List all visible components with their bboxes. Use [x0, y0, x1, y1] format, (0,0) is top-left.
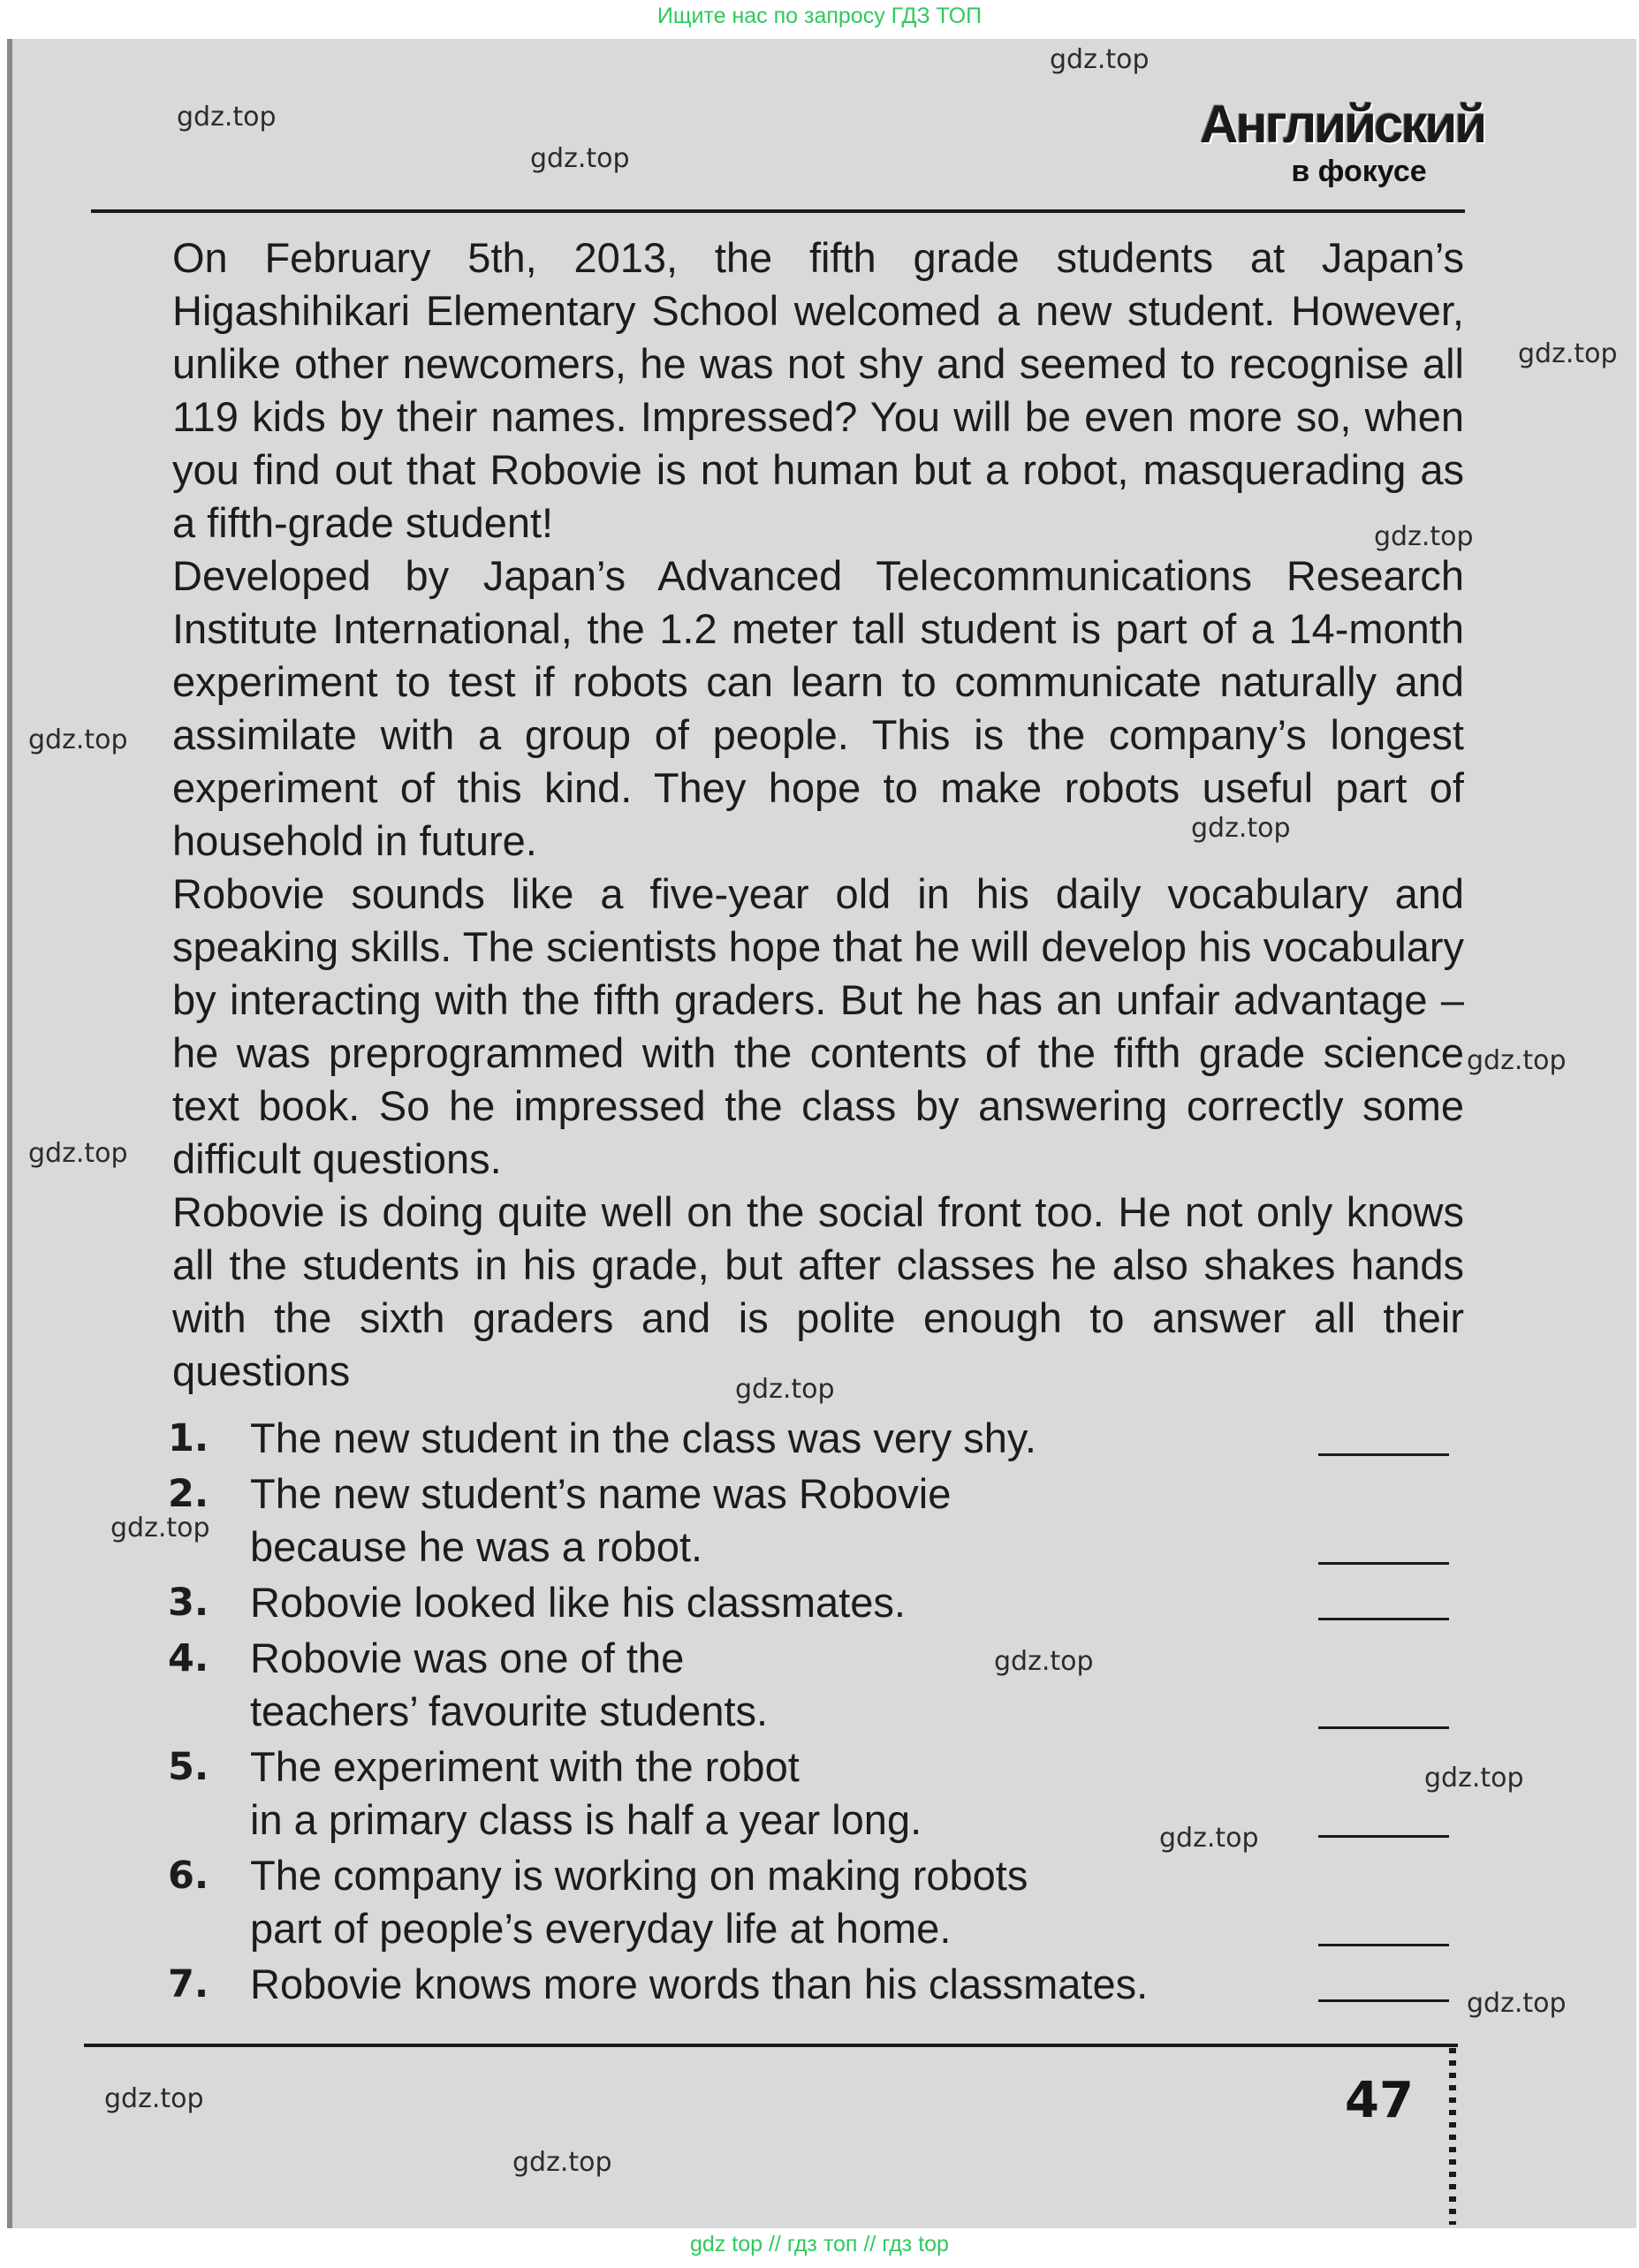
- statement-line: The new student’s name was Robovie: [250, 1470, 952, 1517]
- watermark: gdz.top: [1191, 813, 1291, 844]
- watermark: gdz.top: [530, 143, 630, 174]
- statement-number: 6.: [168, 1854, 209, 1898]
- statement-line: Robovie knows more words than his classmates.: [250, 1961, 1149, 2007]
- answer-blank[interactable]: [1318, 1944, 1449, 1946]
- answer-blank[interactable]: [1318, 1726, 1449, 1729]
- statement-number: 4.: [168, 1636, 209, 1680]
- statement-item: [168, 1468, 1449, 1574]
- watermark: gdz.top: [1050, 44, 1150, 75]
- watermark: gdz.top: [512, 2147, 612, 2178]
- answer-blank[interactable]: [1318, 1999, 1449, 2002]
- page-number: 47: [1345, 2072, 1414, 2129]
- statement-item: [168, 1412, 1449, 1465]
- statement-line: part of people’s everyday life at home.: [250, 1905, 952, 1952]
- statement-number: 2.: [168, 1472, 209, 1516]
- watermark: gdz.top: [735, 1374, 835, 1405]
- watermark: gdz.top: [104, 2083, 204, 2114]
- watermark: gdz.top: [28, 1138, 128, 1169]
- statement-item: [168, 1576, 1449, 1629]
- answer-blank[interactable]: [1318, 1618, 1449, 1620]
- statement-line: Robovie looked like his classmates.: [250, 1579, 906, 1626]
- watermark: gdz.top: [28, 724, 128, 755]
- watermark: gdz.top: [1467, 1045, 1567, 1076]
- paragraph: Robovie is doing quite well on the social front too. He not only knows all the students in his grade, but after classes he also shakes hands with the sixth graders and is polite enough to answer all their questions: [172, 1188, 1464, 1394]
- statement-item: [168, 1849, 1449, 1955]
- statement-line: The company is working on making robots: [250, 1852, 1028, 1899]
- paragraph: On February 5th, 2013, the fifth grade students at Japan’s Higashihikari Elementary School welcomed a new student. However, unlike other newcomers, he was not shy and seemed to recognise all 119 kids by their names. Impressed? You will be even more so, when you find out that Robovie is not human but a robot, masquerading as a fifth-grade student!: [172, 234, 1464, 546]
- statement-number: 5.: [168, 1745, 209, 1789]
- paragraph: Developed by Japan’s Advanced Telecommunications Research Institute International, the 1.2 meter tall student is part of a 14-month experiment to test if robots can learn to communicate naturally and assimilate with a group of people. This is the company’s longest experiment of this kind. They hope to make robots useful part of household in future.: [172, 552, 1464, 864]
- bottom-banner-link[interactable]: gdz top // гдз топ // гдз top: [690, 2232, 949, 2257]
- watermark: gdz.top: [994, 1646, 1094, 1677]
- watermark: gdz.top: [1467, 1988, 1567, 2019]
- answer-blank[interactable]: [1318, 1835, 1449, 1838]
- bottom-divider: [84, 2044, 1458, 2047]
- statement-line: Robovie was one of the: [250, 1635, 685, 1681]
- logo-title: Английский: [1200, 95, 1485, 154]
- watermark: gdz.top: [1518, 338, 1618, 369]
- watermark: gdz.top: [1424, 1763, 1524, 1794]
- top-banner-link[interactable]: Ищите нас по запросу ГДЗ ТОП: [656, 4, 983, 28]
- watermark: gdz.top: [177, 102, 277, 133]
- statement-list: [168, 1412, 1449, 2014]
- statement-line: in a primary class is half a year long.: [250, 1796, 922, 1843]
- answer-blank[interactable]: [1318, 1562, 1449, 1565]
- answer-blank[interactable]: [1318, 1453, 1449, 1456]
- watermark: gdz.top: [1159, 1823, 1259, 1854]
- textbook-logo: [1200, 94, 1485, 188]
- statement-line: The new student in the class was very shy.: [250, 1415, 1036, 1461]
- statement-item: [168, 1958, 1449, 2011]
- dotted-margin-line: [1449, 2048, 1456, 2225]
- statement-number: 7.: [168, 1962, 209, 2006]
- watermark: gdz.top: [1374, 521, 1474, 552]
- statement-line: because he was a robot.: [250, 1523, 703, 1570]
- statement-number: 1.: [168, 1416, 209, 1460]
- statement-item: [168, 1632, 1449, 1738]
- statement-line: teachers’ favourite students.: [250, 1688, 769, 1734]
- watermark: gdz.top: [110, 1513, 210, 1544]
- top-divider: [91, 209, 1465, 213]
- statement-number: 3.: [168, 1581, 209, 1625]
- statement-line: The experiment with the robot: [250, 1743, 800, 1790]
- logo-subtitle: в фокусе: [1291, 155, 1427, 188]
- paragraph: Robovie sounds like a five-year old in his daily vocabulary and speaking skills. The scientists hope that he will develop his vocabulary by interacting with the fifth graders. But he has an unfair advantage – he was preprogrammed with the contents of the fifth grade science text book. So he impressed the class by answering correctly some difficult questions.: [172, 870, 1464, 1182]
